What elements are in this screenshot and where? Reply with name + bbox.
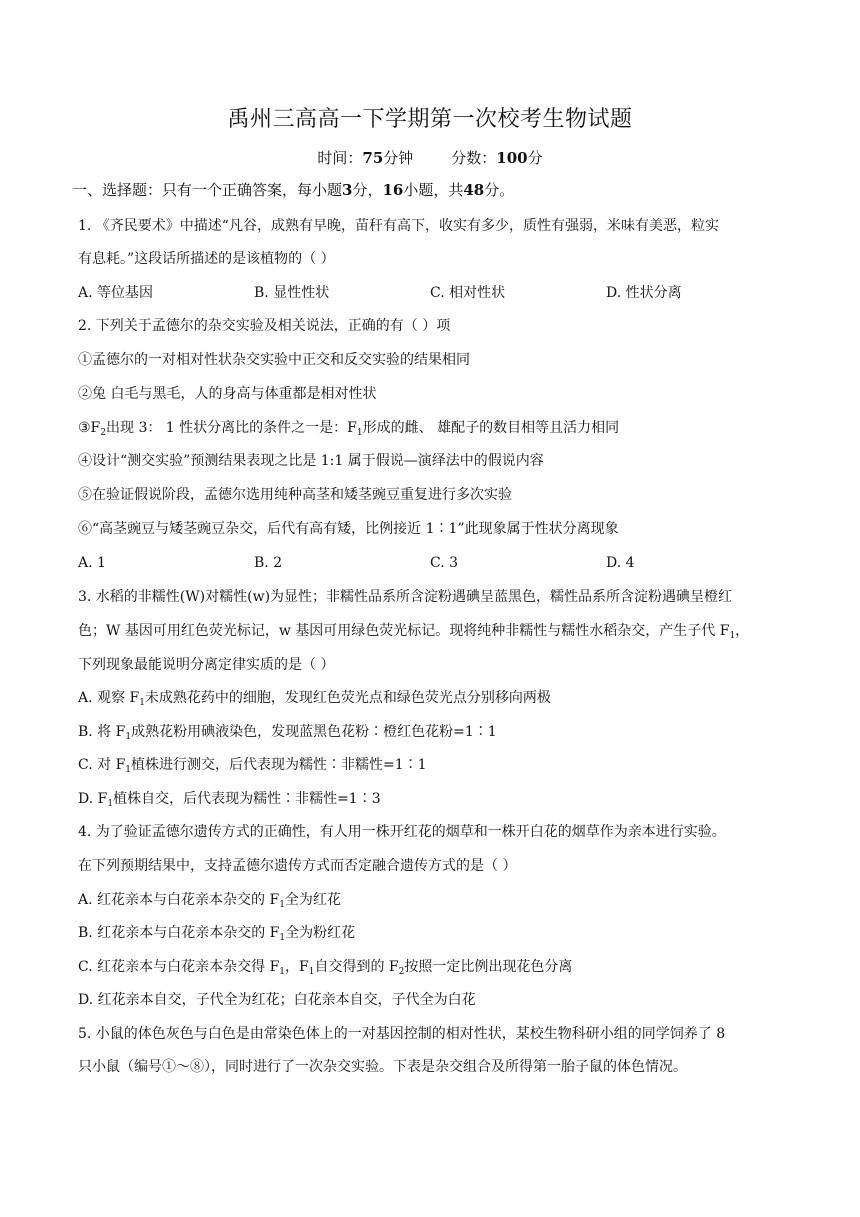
q4-option-b[interactable]: B. 红花亲本与白花亲本杂交的 $F_1$全为粉红花 xyxy=(78,925,356,943)
q2-statement-1: ①孟德尔的一对相对性状杂交实验中正交和反交实验的结果相同 xyxy=(78,352,470,368)
q3-option-d[interactable]: D. $F_1$植株自交，后代表现为糯性∶非糯性=1∶3 xyxy=(78,791,381,809)
q1-option-c[interactable]: C. 相对性状 xyxy=(430,285,506,301)
q2-statement-3: $③F_2$出现 3： 1 性状分离比的条件之一是：$F_1$形成的雌、 雄配子的数目相等且活力相同 xyxy=(78,420,620,438)
q1-option-b[interactable]: B. 显性性状 xyxy=(254,285,330,301)
q5-stem-line1: 5. 小鼠的体色灰色与白色是由常染色体上的一对基因控制的相对性状，某校生物科研小组的同学饲养了 8 xyxy=(78,1026,726,1042)
q2-option-b[interactable]: B. 2 xyxy=(254,555,283,571)
q5-stem-line2: 只小鼠（编号①～⑧），同时进行了一次杂交实验。下表是杂交组合及所得第一胎子鼠的体色情况。 xyxy=(78,1059,687,1075)
q3-option-b[interactable]: B. 将 $F_1$成熟花粉用碘液染色，发现蓝黑色花粉∶橙红色花粉=1∶1 xyxy=(78,724,497,742)
q2-option-c[interactable]: C. 3 xyxy=(430,555,459,571)
score-unit: 分 xyxy=(527,149,543,167)
q2-option-d[interactable]: D. 4 xyxy=(606,555,635,571)
q3-option-c[interactable]: C. 对 $F_1$植株进行测交，后代表现为糯性∶非糯性=1∶1 xyxy=(78,757,427,775)
score-label: 分数： xyxy=(451,149,497,167)
q2-stem: 2. 下列关于孟德尔的杂交实验及相关说法，正确的有（ ）项 xyxy=(78,318,451,334)
q1-option-d[interactable]: D. 性状分离 xyxy=(606,285,682,301)
q4-option-c[interactable]: C. 红花亲本与白花亲本杂交得 $F_1$，$F_1$自交得到的 $F_2$按照一定比例出现花色分离 xyxy=(78,959,573,977)
q2-statement-4: ④设计“测交实验”预测结果表现之比是 1:1 属于假说—演绎法中的假说内容 xyxy=(78,453,544,469)
q1-stem-line1: 1. 《齐民要术》中描述“凡谷，成熟有早晚，苗秆有高下，收实有多少，质性有强弱，米味有美恶，粒实 xyxy=(78,218,719,234)
q2-statement-2: ②兔 白毛与黑毛，人的身高与体重都是相对性状 xyxy=(78,386,377,402)
time-value: 75 xyxy=(362,149,384,167)
q1-stem-line2: 有息耗。”这段话所描述的是该植物的（ ） xyxy=(78,251,335,267)
time-label: 时间： xyxy=(317,149,363,167)
exam-info xyxy=(0,147,860,168)
q1-option-a[interactable]: A. 等位基因 xyxy=(78,285,154,301)
q4-option-a[interactable]: A. 红花亲本与白花亲本杂交的 $F_1$全为红花 xyxy=(78,892,341,910)
q4-stem-line1: 4. 为了验证孟德尔遗传方式的正确性，有人用一株开红花的烟草和一株开白花的烟草作为亲本进行实验。 xyxy=(78,824,726,840)
q3-stem-line1: 3. 水稻的非糯性(W)对糯性(w)为显性；非糯性品系所含淀粉遇碘呈蓝黑色，糯性品系所含淀粉遇碘呈橙红 xyxy=(78,589,733,605)
q2-statement-5: ⑤在验证假说阶段，孟德尔选用纯种高茎和矮茎豌豆重复进行多次实验 xyxy=(78,487,512,503)
score-value: 100 xyxy=(496,149,528,167)
q4-option-d[interactable]: D. 红花亲本自交，子代全为红花；白花亲本自交，子代全为白花 xyxy=(78,992,476,1008)
q3-stem-line2: 色；W 基因可用红色荧光标记，w 基因可用绿色荧光标记。现将纯种非糯性与糯性水稻杂交，产生子代 $F_1$， xyxy=(78,623,750,641)
time-unit: 分钟 xyxy=(383,149,414,167)
q4-stem-line2: 在下列预期结果中，支持孟德尔遗传方式而否定融合遗传方式的是（ ） xyxy=(78,858,517,874)
q3-stem-line3: 下列现象最能说明分离定律实质的是（ ） xyxy=(78,657,335,673)
section-heading: 一、选择题：只有一个正确答案，每小题3分，16小题，共48分。 xyxy=(72,181,515,199)
page-title: 禹州三高高一下学期第一次校考生物试题 xyxy=(227,107,633,132)
q3-option-a[interactable]: A. 观察 $F_1$未成熟花药中的细胞，发现红色荧光点和绿色荧光点分别移向两极 xyxy=(78,690,551,708)
q2-option-a[interactable]: A. 1 xyxy=(78,555,106,571)
q2-statement-6: ⑥“高茎豌豆与矮茎豌豆杂交，后代有高有矮，比例接近 1∶1”此现象属于性状分离现象 xyxy=(78,521,619,537)
